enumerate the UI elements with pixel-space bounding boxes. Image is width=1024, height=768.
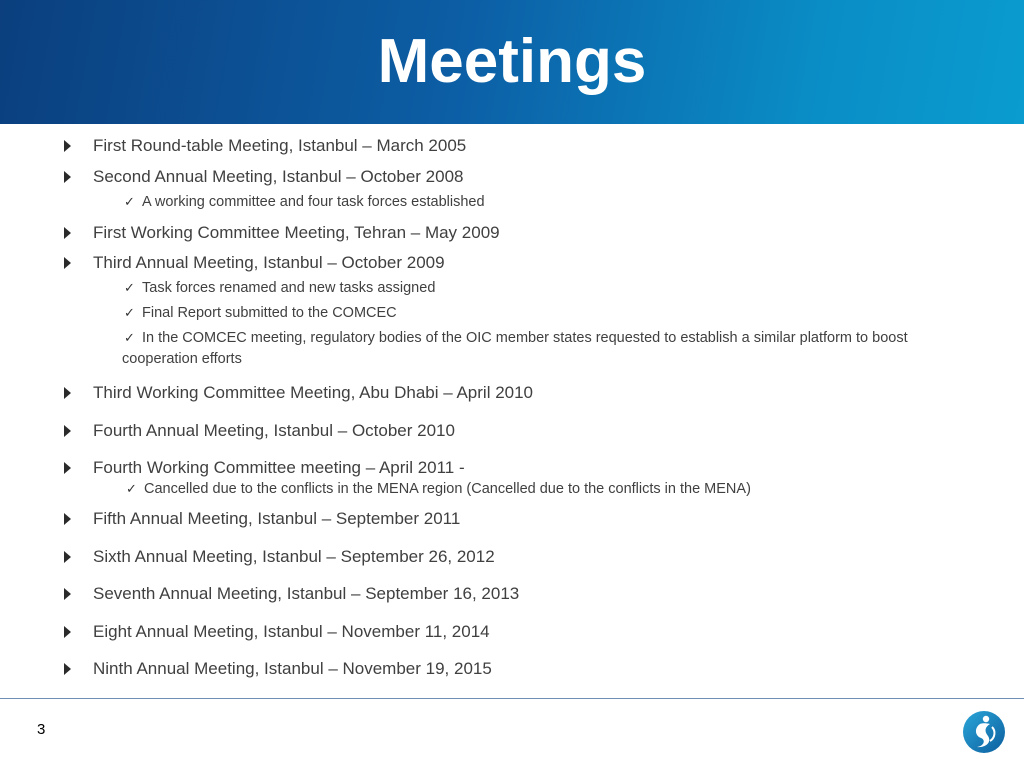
- bullet-arrow-icon: [64, 588, 71, 600]
- list-item: Ninth Annual Meeting, Istanbul – November 19, 2015: [64, 659, 492, 679]
- bullet-arrow-icon: [64, 513, 71, 525]
- list-item: Eight Annual Meeting, Istanbul – November 11, 2014: [64, 622, 490, 642]
- list-item: Second Annual Meeting, Istanbul – October 2008: [64, 167, 463, 187]
- checkmark-icon: ✓: [126, 482, 137, 497]
- bullet-arrow-icon: [64, 257, 71, 269]
- bullet-arrow-icon: [64, 551, 71, 563]
- checkmark-icon: ✓: [124, 281, 135, 296]
- footer-divider: [0, 698, 1024, 699]
- bullet-arrow-icon: [64, 227, 71, 239]
- slide-title: Meetings: [377, 27, 647, 96]
- title-banner: [0, 0, 1024, 124]
- list-item: Fourth Annual Meeting, Istanbul – October 2010: [64, 421, 455, 441]
- sub-list-item: ✓ In the COMCEC meeting, regulatory bodies of the OIC member states requested to establish a similar platform to boost cooperation efforts: [122, 330, 908, 367]
- bullet-arrow-icon: [64, 171, 71, 183]
- organization-logo-icon: [962, 710, 1006, 754]
- bullet-arrow-icon: [64, 626, 71, 638]
- list-item: Fourth Working Committee meeting – April 2011 -: [64, 458, 465, 478]
- list-item: Seventh Annual Meeting, Istanbul – September 16, 2013: [64, 584, 519, 604]
- sub-list-item: ✓ Task forces renamed and new tasks assigned: [124, 280, 436, 296]
- bullet-arrow-icon: [64, 462, 71, 474]
- list-item: Fifth Annual Meeting, Istanbul – September 2011: [64, 509, 460, 529]
- checkmark-icon: ✓: [124, 331, 135, 346]
- list-item: Third Working Committee Meeting, Abu Dhabi – April 2010: [64, 383, 533, 403]
- list-item: First Working Committee Meeting, Tehran – May 2009: [64, 223, 500, 243]
- sub-list-item: ✓ Final Report submitted to the COMCEC: [124, 305, 397, 321]
- sub-list-item: ✓ A working committee and four task forces established: [124, 194, 485, 210]
- bullet-arrow-icon: [64, 140, 71, 152]
- list-item: First Round-table Meeting, Istanbul – March 2005: [64, 136, 466, 156]
- list-item: Third Annual Meeting, Istanbul – October 2009: [64, 253, 445, 273]
- checkmark-icon: ✓: [124, 195, 135, 210]
- bullet-arrow-icon: [64, 425, 71, 437]
- checkmark-icon: ✓: [124, 306, 135, 321]
- page-number: 3: [37, 721, 46, 738]
- sub-list-item: ✓ Cancelled due to the conflicts in the MENA region (Cancelled due to the conflicts in the MENA): [126, 481, 751, 497]
- bullet-arrow-icon: [64, 387, 71, 399]
- bullet-arrow-icon: [64, 663, 71, 675]
- list-item: Sixth Annual Meeting, Istanbul – September 26, 2012: [64, 547, 495, 567]
